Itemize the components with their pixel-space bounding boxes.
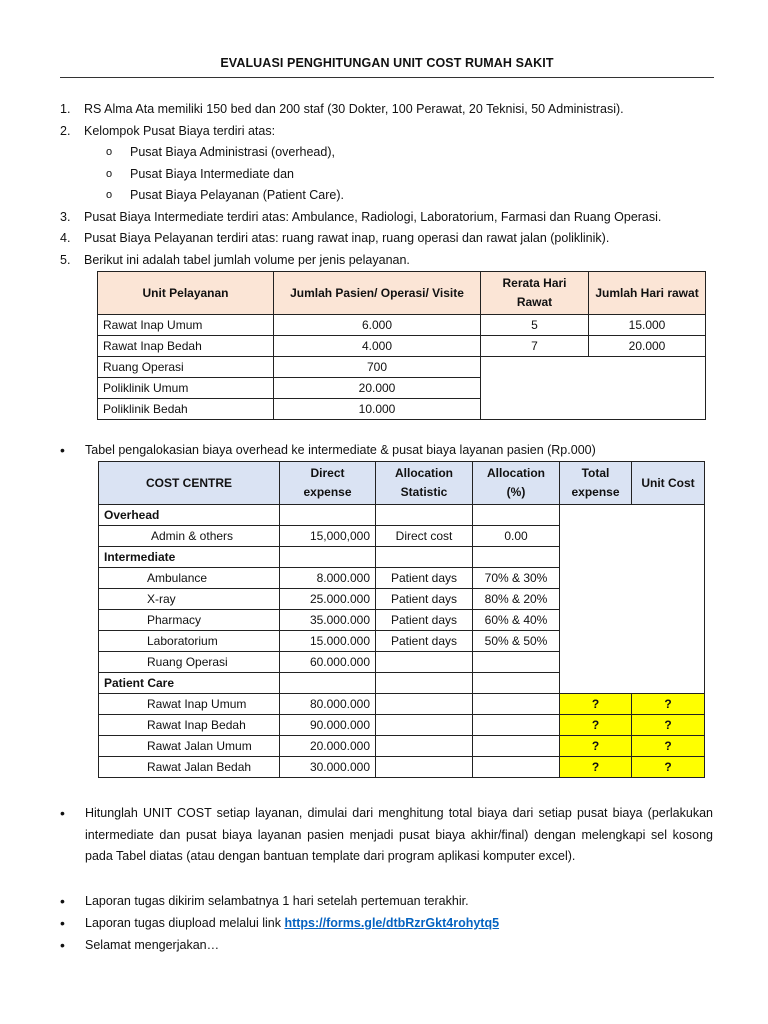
group-label: Intermediate <box>99 547 280 568</box>
column-header: Unit Cost <box>632 462 705 505</box>
table-cell: 8.000.000 <box>280 568 376 589</box>
table-cell: Ambulance <box>99 568 280 589</box>
table-cell: Direct cost <box>376 526 473 547</box>
total-expense-cell[interactable]: ? <box>560 757 632 778</box>
table-cell <box>473 547 560 568</box>
table-cell <box>473 757 560 778</box>
list-item-text: Pusat Biaya Pelayanan terdiri atas: ruang rawat inap, ruang operasi dan rawat jalan (poliklinik). <box>84 231 610 245</box>
table-cell: 60.000.000 <box>280 652 376 673</box>
bullet-dot-icon: • <box>60 442 65 458</box>
table-cell: Poliklinik Umum <box>98 378 274 399</box>
column-header: Rerata Hari Rawat <box>481 272 589 315</box>
table-cell: 35.000.000 <box>280 610 376 631</box>
table-cell: 90.000.000 <box>280 715 376 736</box>
column-header: Allocation (%) <box>473 462 560 505</box>
table-cell: Poliklinik Bedah <box>98 399 274 420</box>
table-cell: 20.000 <box>274 378 481 399</box>
closing-item-3 <box>60 913 499 935</box>
bullet-dot-icon: • <box>60 937 65 953</box>
unit-cost-cell[interactable]: ? <box>632 715 705 736</box>
sub-item-text: Pusat Biaya Administrasi (overhead), <box>130 145 335 159</box>
table-cell <box>473 694 560 715</box>
bullet-dot-icon: • <box>60 893 65 909</box>
table-cell: Rawat Inap Bedah <box>98 336 274 357</box>
total-expense-cell[interactable]: ? <box>560 715 632 736</box>
table-cell: 5 <box>481 315 589 336</box>
table-cell <box>376 715 473 736</box>
list-item-1 <box>60 99 720 121</box>
table-row <box>99 694 705 715</box>
sub-item-3 <box>60 185 720 207</box>
column-header: Direct expense <box>280 462 376 505</box>
table-cell: 20.000.000 <box>280 736 376 757</box>
list-item-text: Berikut ini adalah tabel jumlah volume per jenis pelayanan. <box>84 252 410 267</box>
document-title: EVALUASI PENGHITUNGAN UNIT COST RUMAH SAKIT <box>220 56 554 70</box>
table-cell <box>473 715 560 736</box>
table-cell: Admin & others <box>99 526 280 547</box>
list-item-text: Kelompok Pusat Biaya terdiri atas: <box>84 123 276 138</box>
table-cell: Ruang Operasi <box>98 357 274 378</box>
empty-merged-cell <box>560 505 705 694</box>
table-cell <box>376 694 473 715</box>
closing-text: Selamat mengerjakan… <box>85 938 220 952</box>
table-cell <box>376 757 473 778</box>
closing-text: Laporan tugas diupload melalui link <box>85 916 285 930</box>
closing-item-1 <box>60 803 713 868</box>
sub-item-text: Pusat Biaya Intermediate dan <box>130 166 294 181</box>
column-header: Jumlah Pasien/ Operasi/ Visite <box>274 272 481 315</box>
column-header: Allocation Statistic <box>376 462 473 505</box>
table-cell: Laboratorium <box>99 631 280 652</box>
closing-text: Laporan tugas dikirim selambatnya 1 hari setelah pertemuan terakhir. <box>85 894 469 908</box>
table-cell <box>473 673 560 694</box>
table-cell: Rawat Jalan Bedah <box>99 757 280 778</box>
alloc-intro-item <box>60 440 596 462</box>
list-item-4 <box>60 228 720 250</box>
table-cell: 50% & 50% <box>473 631 560 652</box>
table-cell: Ruang Operasi <box>99 652 280 673</box>
closing-paragraph: Hitunglah UNIT COST setiap layanan, dimulai dari menghitung total biaya dari setiap pusat biaya (perlakukan intermediate dan pusat biaya layanan pasien menjadi pusat biaya akhir/final) dengan melengkapi sel kosong pada Tabel diatas (atau dengan bantuan template dari program aplikasi komputer excel). <box>85 806 713 863</box>
group-label: Overhead <box>99 505 280 526</box>
table-cell: 20.000 <box>589 336 706 357</box>
list-item-5 <box>60 250 720 272</box>
list-number: 3. <box>60 209 71 224</box>
upload-link[interactable]: https://forms.gle/dtbRzrGkt4rohytq5 <box>284 916 500 930</box>
unit-cost-cell[interactable]: ? <box>632 736 705 757</box>
column-header: Jumlah Hari rawat <box>589 272 706 315</box>
table-cell: 15.000.000 <box>280 631 376 652</box>
table-cell: 25.000.000 <box>280 589 376 610</box>
table-cell: Pharmacy <box>99 610 280 631</box>
group-row-overhead <box>99 505 705 526</box>
table-header-row <box>98 272 706 315</box>
table-cell: Patient days <box>376 631 473 652</box>
table-cell: 15.000 <box>589 315 706 336</box>
bullet-dot-icon: • <box>60 805 65 821</box>
sub-item-1 <box>60 142 720 164</box>
table-cell <box>280 505 376 526</box>
table-cell: 80.000.000 <box>280 694 376 715</box>
circle-bullet-icon: o <box>106 167 113 180</box>
table-row <box>98 336 706 357</box>
table-cell: 30.000.000 <box>280 757 376 778</box>
title-rule <box>60 77 714 78</box>
list-item-text: RS Alma Ata memiliki 150 bed dan 200 staf (30 Dokter, 100 Perawat, 20 Teknisi, 50 Administrasi). <box>84 102 624 116</box>
sub-item-text: Pusat Biaya Pelayanan (Patient Care). <box>130 188 345 202</box>
group-label: Patient Care <box>99 673 280 694</box>
table-cell: 60% & 40% <box>473 610 560 631</box>
sub-item-2 <box>60 164 720 186</box>
empty-merged-cell <box>481 357 706 420</box>
column-header: Unit Pelayanan <box>98 272 274 315</box>
column-header: Total expense <box>560 462 632 505</box>
table-row <box>99 736 705 757</box>
table-header-row <box>99 462 705 505</box>
bullet-dot-icon: • <box>60 915 65 931</box>
table-cell <box>280 673 376 694</box>
table-cell: 10.000 <box>274 399 481 420</box>
unit-cost-cell[interactable]: ? <box>632 694 705 715</box>
table-row <box>98 357 706 378</box>
list-item-3 <box>60 207 720 229</box>
list-number: 1. <box>60 102 71 116</box>
volume-table <box>97 271 706 420</box>
column-header: COST CENTRE <box>99 462 280 505</box>
list-item-2 <box>60 121 720 143</box>
table-cell: Rawat Inap Bedah <box>99 715 280 736</box>
table-cell: 80% & 20% <box>473 589 560 610</box>
table-cell: 7 <box>481 336 589 357</box>
table-cell: 700 <box>274 357 481 378</box>
table-cell <box>280 547 376 568</box>
total-expense-cell[interactable]: ? <box>560 736 632 757</box>
circle-bullet-icon: o <box>106 146 113 158</box>
table-cell <box>473 505 560 526</box>
table-cell: 6.000 <box>274 315 481 336</box>
table-row <box>98 315 706 336</box>
numbered-list <box>60 99 720 271</box>
table-cell <box>376 673 473 694</box>
table-cell: Rawat Jalan Umum <box>99 736 280 757</box>
table-cell: 15,000,000 <box>280 526 376 547</box>
list-item-text: Pusat Biaya Intermediate terdiri atas: Ambulance, Radiologi, Laboratorium, Farmasi dan Ruang Operasi. <box>84 209 662 224</box>
list-number: 4. <box>60 231 71 245</box>
table-cell: 70% & 30% <box>473 568 560 589</box>
alloc-intro-text: Tabel pengalokasian biaya overhead ke intermediate & pusat biaya layanan pasien (Rp.000) <box>85 443 596 457</box>
table-cell: Rawat Inap Umum <box>99 694 280 715</box>
table-cell: Patient days <box>376 610 473 631</box>
allocation-table <box>98 461 705 778</box>
unit-cost-cell[interactable]: ? <box>632 757 705 778</box>
table-cell: Rawat Inap Umum <box>98 315 274 336</box>
table-row <box>99 757 705 778</box>
total-expense-cell[interactable]: ? <box>560 694 632 715</box>
table-cell: 4.000 <box>274 336 481 357</box>
table-cell <box>376 652 473 673</box>
table-cell: Patient days <box>376 589 473 610</box>
list-number: 2. <box>60 123 71 138</box>
circle-bullet-icon: o <box>106 189 113 201</box>
table-cell <box>473 652 560 673</box>
list-number: 5. <box>60 252 71 267</box>
table-cell: Patient days <box>376 568 473 589</box>
table-cell: X-ray <box>99 589 280 610</box>
table-row <box>99 715 705 736</box>
table-cell <box>376 505 473 526</box>
table-cell: 0.00 <box>473 526 560 547</box>
closing-item-2 <box>60 891 469 913</box>
closing-item-4 <box>60 935 219 957</box>
table-cell <box>376 736 473 757</box>
table-cell <box>376 547 473 568</box>
table-cell <box>473 736 560 757</box>
